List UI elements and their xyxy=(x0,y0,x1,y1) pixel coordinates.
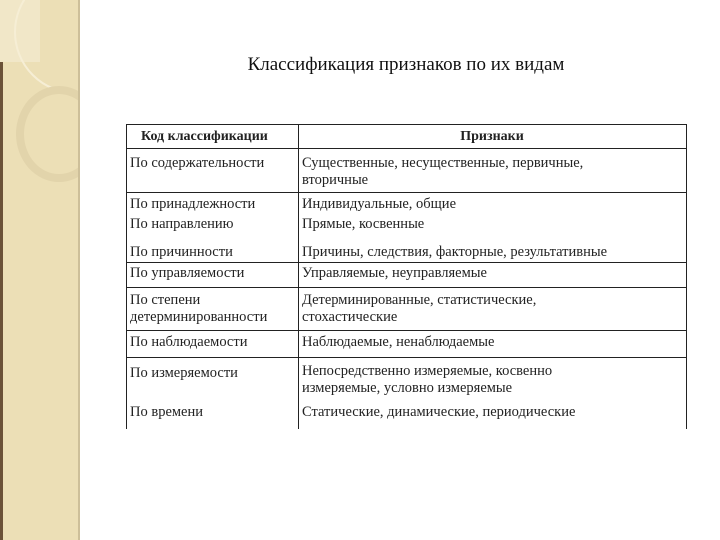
row-code: По времени xyxy=(130,404,204,420)
row-code: По причинности xyxy=(130,244,233,260)
row-signs: Существенные, несущественные, первичные, вторичные xyxy=(302,155,584,188)
decorative-sidebar xyxy=(0,0,80,540)
row-code: По принадлежности xyxy=(130,196,256,212)
row-signs: Детерминированные, статистические, стохастические xyxy=(302,292,537,325)
row-code: По содержательности xyxy=(130,155,265,171)
row-code: По наблюдаемости xyxy=(130,334,248,350)
row-code: По направлению xyxy=(130,216,234,232)
row-code: По степени детерминированности xyxy=(130,292,268,325)
row-signs: Прямые, косвенные xyxy=(302,216,425,232)
row-signs: Статические, динамические, периодические xyxy=(302,404,576,420)
decorative-ring xyxy=(16,86,80,182)
row-signs: Причины, следствия, факторные, результативные xyxy=(302,244,608,260)
header-signs: Признаки xyxy=(460,129,524,144)
row-code: По управляемости xyxy=(130,265,245,281)
header-code: Код классификации xyxy=(141,129,268,144)
row-signs: Управляемые, неуправляемые xyxy=(302,265,487,281)
classification-table xyxy=(126,124,687,429)
row-signs: Наблюдаемые, ненаблюдаемые xyxy=(302,334,495,350)
row-code: По измеряемости xyxy=(130,365,238,381)
row-signs: Непосредственно измеряемые, косвенно измеряемые, условно измеряемые xyxy=(302,363,553,396)
sidebar-edge xyxy=(0,62,3,540)
row-signs: Индивидуальные, общие xyxy=(302,196,456,212)
decorative-circle xyxy=(14,0,80,94)
slide-title: Классификация признаков по их видам xyxy=(247,54,565,75)
